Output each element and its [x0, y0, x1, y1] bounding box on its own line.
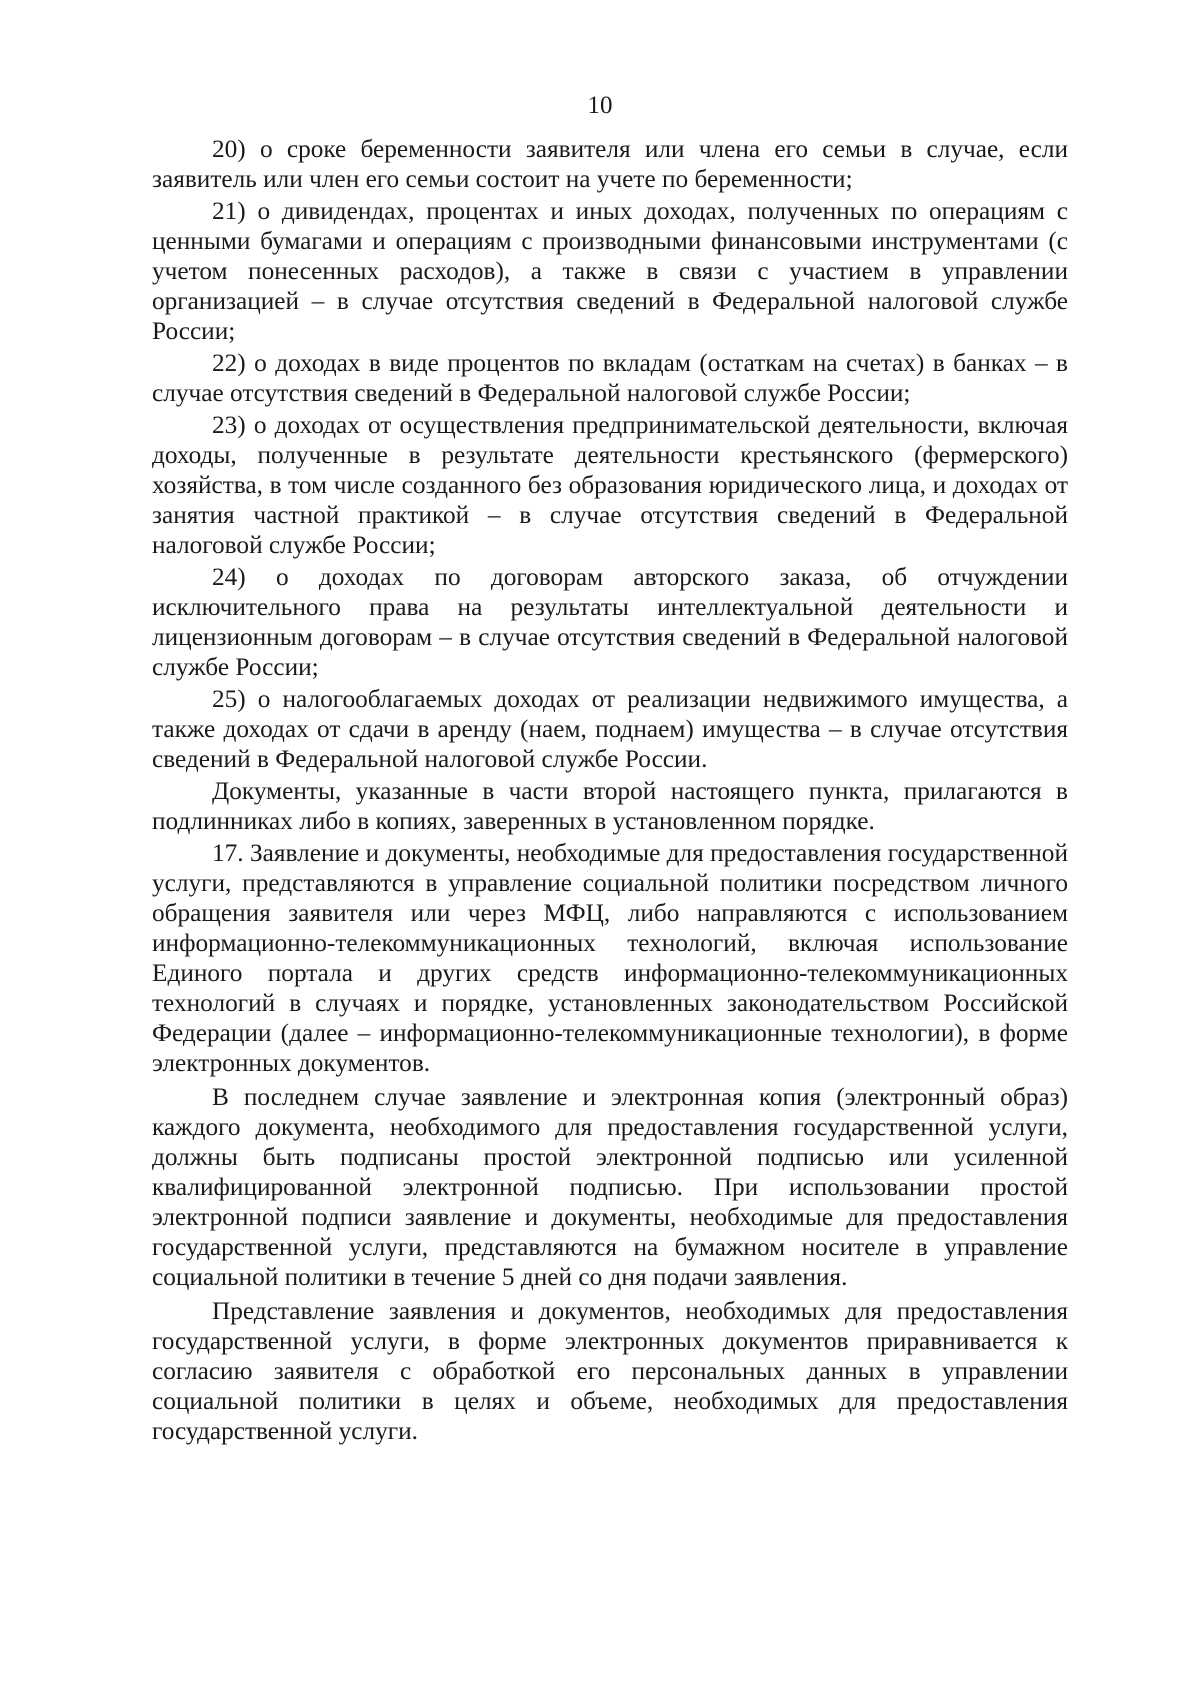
list-item-21: 21) о дивидендах, процентах и иных доходах, полученных по операциям с ценными бумагами и операциям с производными финансовыми инструментами (с учетом понесенных расходов), а также в связи с участием в управлении организацией – в случае отсутствия сведений в Федеральной налоговой службе России;: [152, 197, 1068, 345]
list-item-23: 23) о доходах от осуществления предпринимательской деятельности, включая доходы, полученные в результате деятельности крестьянского (фермерского) хозяйства, в том числе созданного без образования юридического лица, и доходах от занятия частной практикой – в случае отсутствия сведений в Федеральной налоговой службе России;: [152, 411, 1068, 559]
list-item-24: 24) о доходах по договорам авторского заказа, об отчуждении исключительного права на результаты интеллектуальной деятельности и лицензионным договорам – в случае отсутствия сведений в Федеральной налоговой службе России;: [152, 563, 1068, 681]
list-item-22: 22) о доходах в виде процентов по вкладам (остаткам на счетах) в банках – в случае отсутствия сведений в Федеральной налоговой службе России;: [152, 349, 1068, 407]
list-item-20: 20) о сроке беременности заявителя или члена его семьи в случае, если заявитель или член его семьи состоит на учете по беременности;: [152, 135, 1068, 193]
consent-paragraph: Представление заявления и документов, необходимых для предоставления государственной услуги, в форме электронных документов приравнивается к согласию заявителя с обработкой его персональных данных в управлении социальной политики в целях и объеме, необходимых для предоставления государственной услуги.: [152, 1297, 1068, 1445]
documents-note-paragraph: Документы, указанные в части второй настоящего пункта, прилагаются в подлинниках либо в копиях, заверенных в установленном порядке.: [152, 777, 1068, 835]
document-body: [152, 134, 1068, 1446]
page-number: 10: [587, 92, 613, 119]
section-17-paragraph: 17. Заявление и документы, необходимые для предоставления государственной услуги, представляются в управление социальной политики посредством личного обращения заявителя или через МФЦ, либо направляются с использованием информационно-телекоммуникационных технологий, включая использование Единого портала и других средств информационно-телекоммуникационных технологий в случаях и порядке, установленных законодательством Российской Федерации (далее – информационно-телекоммуникационные технологии), в форме электронных документов.: [152, 839, 1068, 1077]
last-case-paragraph: В последнем случае заявление и электронная копия (электронный образ) каждого документа, необходимого для предоставления государственной услуги, должны быть подписаны простой электронной подписью или усиленной квалифицированной электронной подписью. При использовании простой электронной подписи заявление и документы, необходимые для предоставления государственной услуги, представляются на бумажном носителе в управление социальной политики в течение 5 дней со дня подачи заявления.: [152, 1083, 1068, 1291]
list-item-25: 25) о налогооблагаемых доходах от реализации недвижимого имущества, а также доходах от сдачи в аренду (наем, поднаем) имущества – в случае отсутствия сведений в Федеральной налоговой службе России.: [152, 685, 1068, 773]
